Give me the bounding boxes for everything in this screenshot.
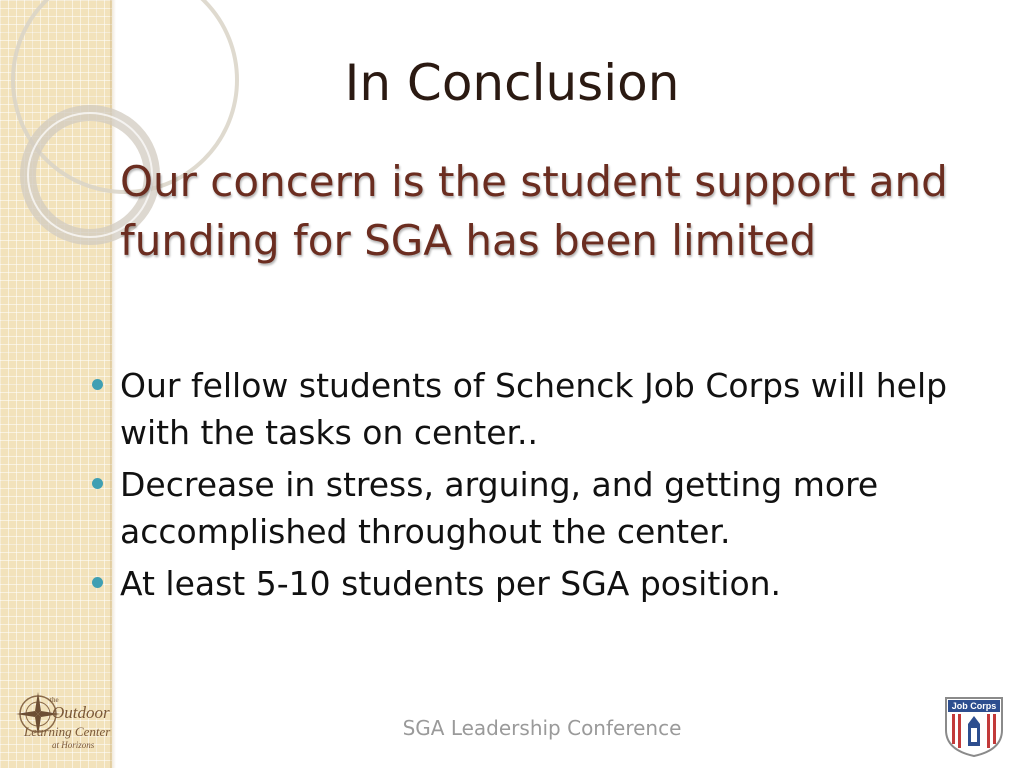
outdoor-learning-center-logo xyxy=(12,688,152,758)
bullet-item xyxy=(92,560,992,607)
logo-line-at-horizons: at Horizons xyxy=(52,740,95,750)
job-corps-logo xyxy=(942,694,1006,758)
logo-line-the: the xyxy=(50,696,59,704)
logo-line-outdoor: Outdoor xyxy=(52,703,110,722)
slide-title: In Conclusion xyxy=(344,54,680,112)
bullet-dot-icon xyxy=(92,478,103,489)
footer-text: SGA Leadership Conference xyxy=(402,716,682,740)
logo-job-corps-text: Job Corps xyxy=(951,701,997,711)
bullet-text: Our fellow students of Schenck Job Corps will help with the tasks on center.. xyxy=(120,366,948,452)
bullet-list xyxy=(92,362,992,612)
bullet-dot-icon xyxy=(92,577,103,588)
bullet-text: Decrease in stress, arguing, and getting more accomplished throughout the center. xyxy=(120,465,879,551)
slide-subtitle: Our concern is the student support and funding for SGA has been limited xyxy=(120,157,948,265)
bullet-dot-icon xyxy=(92,379,103,390)
bullet-item xyxy=(92,362,992,456)
bullet-item xyxy=(92,461,992,555)
logo-line-learning-center: Learning Center xyxy=(24,724,111,739)
bullet-text: At least 5-10 students per SGA position. xyxy=(120,564,782,603)
